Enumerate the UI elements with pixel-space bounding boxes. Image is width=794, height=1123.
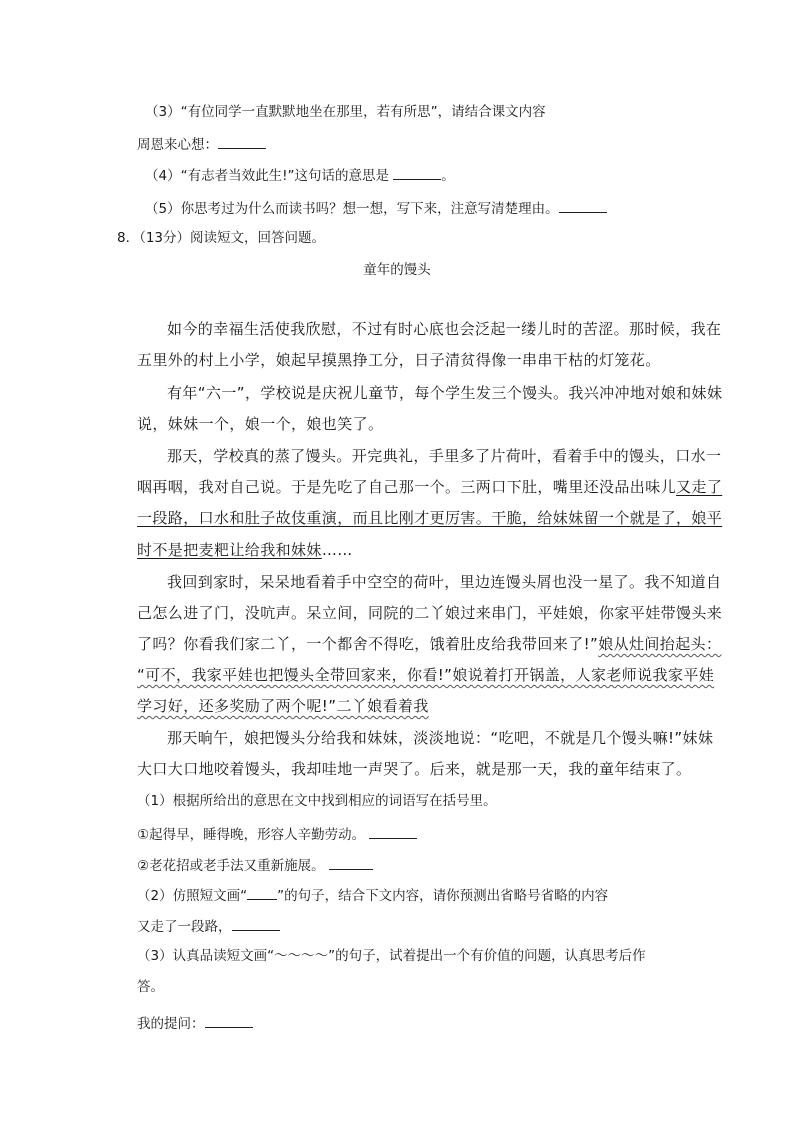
q7-sub5 (145, 198, 607, 218)
q8-sub2-answer (137, 916, 280, 936)
q8-sub3-answer (137, 1013, 253, 1033)
para4-line3 (137, 635, 721, 653)
answer-blank[interactable] (329, 855, 373, 870)
q7-sub3-line2 (137, 134, 266, 154)
wavy-sentence: 学习好，还多奖励了两个呢!”二丫娘看着我 (137, 697, 429, 715)
wavy-sentence: 娘从灶间抬起头： (598, 635, 722, 653)
para3-line2-text: 咽再咽，我对自己说。于是先吃了自己那一个。三两口下肚，嘴里还没品出味儿 (137, 478, 677, 496)
answer-blank[interactable] (393, 165, 441, 180)
answer-blank[interactable] (232, 916, 280, 931)
para4-line1: 我回到家时，呆呆地看着手中空空的荷叶，里边连馒头屑也没一星了。我不知道自 (167, 573, 722, 591)
q8-sub1-item1 (137, 824, 417, 844)
answer-blank[interactable] (559, 198, 607, 213)
q8-sub3-line2: 答。 (137, 979, 164, 995)
q8-header: 8．（13分）阅读短文，回答问题。 (117, 230, 326, 246)
para3-line2 (137, 478, 722, 496)
q8-sub2-text-b: ”的句子，结合下文内容，请你预测出省略号省略的内容 (277, 888, 609, 904)
q7-sub3-prefix: 周恩来心想： (137, 137, 218, 153)
para2-line2: 说，妹妹一个，娘一个，娘也笑了。 (137, 415, 384, 433)
q8-sub3-line1: （3）认真品读短文画“～～～～”的句子，试着提出一个有价值的问题，认真思考后作 (137, 948, 646, 964)
para3-line4 (137, 541, 353, 559)
para4-line3-text: 了吗？你看我们家二丫，一个都舍不得吃，饿着肚皮给我带回来了!” (137, 635, 599, 653)
passage-title: 童年的馒头 (363, 262, 431, 278)
q8-sub2-prefix: 又走了一段路， (137, 919, 232, 935)
q7-sub3-line1: （3）“有位同学一直默默地坐在那里，若有所思”，请结合课文内容 (145, 104, 546, 120)
q8-sub2-text-a: （2）仿照短文画“ (137, 888, 248, 904)
para1-line2: 五里外的村上小学，娘起早摸黑挣工分，日子清贫得像一串串干枯的灯笼花。 (137, 351, 661, 369)
q8-sub3-prefix: 我的提问： (137, 1016, 205, 1032)
q8-sub2 (137, 885, 608, 905)
q7-sub4-end: 。 (441, 168, 455, 184)
q8-sub1-item2-text: ②老花招或老手法又重新施展。 (137, 858, 325, 874)
underlined-sentence: 又走了 (676, 478, 723, 496)
para1-line1: 如今的幸福生活使我欣慰，不过有时心底也会泛起一缕儿时的苦涩。那时候，我在 (167, 320, 722, 338)
para5-line2: 大口大口地咬着馒头，我却哇地一声哭了。后来，就是那一天，我的童年结束了。 (137, 760, 692, 778)
q7-sub4 (145, 165, 455, 185)
para5-line1: 那天晌午，娘把馒头分给我和妹妹，淡淡地说：“吃吧，不就是几个馒头嘛!”妹妹 (167, 729, 714, 747)
q8-sub1-item1-text: ①起得早，睡得晚，形容人辛勤劳动。 (137, 827, 366, 843)
wavy-sentence: “可不，我家平娃也把馒头全带回家来，你看!”娘说着打开锅盖，人家老师说我家平娃 (137, 666, 715, 684)
underlined-sentence: 一段路，口水和肚子故伎重演，而且比刚才更厉害。干脆，给妹妹留一个就是了，娘平 (137, 509, 723, 527)
ellipsis: …… (321, 541, 353, 559)
q8-sub1: （1）根据所给出的意思在文中找到相应的词语写在括号里。 (137, 793, 497, 809)
underline-sample (247, 885, 277, 900)
q8-sub1-item2 (137, 855, 373, 875)
para2-line1: 有年“六一”，学校说是庆祝儿童节，每个学生发三个馒头。我兴冲冲地对娘和妹妹 (167, 384, 723, 402)
answer-blank[interactable] (205, 1013, 253, 1028)
para3-line1: 那天，学校真的蒸了馒头。开完典礼，手里多了片荷叶，看着手中的馒头，口水一 (167, 447, 722, 465)
q7-sub4-text: （4）“有志者当效此生!”这句话的意思是 (145, 168, 389, 184)
answer-blank[interactable] (218, 134, 266, 149)
q7-sub5-text: （5）你思考过为什么而读书吗？想一想，写下来，注意写清楚理由。 (145, 201, 559, 217)
answer-blank[interactable] (369, 824, 417, 839)
para4-line2: 己怎么进了门，没吭声。呆立间，同院的二丫娘过来串门，平娃娘，你家平娃带馒头来 (137, 604, 723, 622)
underlined-sentence: 时不是把麦粑让给我和妹妹 (137, 541, 322, 559)
